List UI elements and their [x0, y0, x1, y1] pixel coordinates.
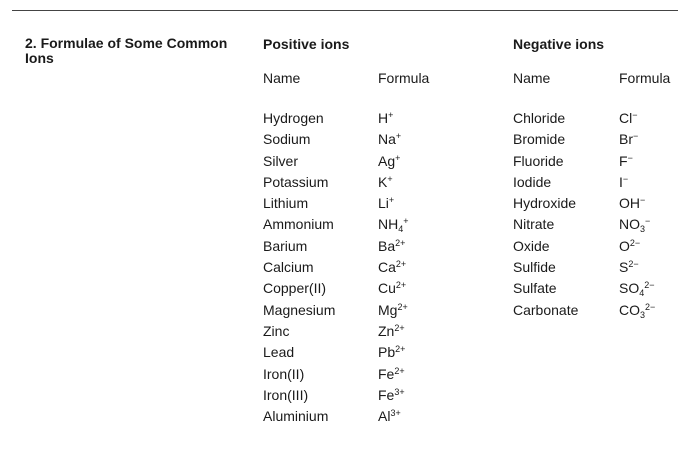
ion-charge: 2− — [629, 237, 641, 248]
ion-formula — [378, 406, 409, 427]
ion-name: Sulfide — [513, 259, 556, 276]
ion-charge: − — [627, 152, 633, 163]
ion-symbol: Na — [378, 131, 396, 148]
ion-charge: + — [395, 131, 402, 142]
ion-subscript: 3 — [640, 224, 646, 235]
ion-name: Barium — [263, 237, 308, 254]
ion-symbol: Br — [619, 131, 633, 148]
ion-charge: 2− — [628, 259, 639, 270]
ion-symbol: Ca — [378, 259, 396, 276]
ion-charge: − — [632, 110, 638, 120]
ion-charge: − — [622, 173, 629, 184]
ion-formula — [378, 364, 409, 385]
ion-name: Zinc — [263, 322, 290, 339]
ion-symbol: H — [378, 110, 389, 126]
negative-formula-header: Formula — [619, 70, 671, 86]
ion-charge: 2− — [645, 301, 656, 312]
ion-charge: 2+ — [395, 259, 407, 270]
section-title-text: Formulae of Some Common Ions — [25, 35, 228, 66]
ion-formula — [378, 193, 409, 214]
ion-symbol: Fe — [378, 386, 395, 403]
ion-formula — [619, 129, 655, 150]
ion-formula — [378, 108, 409, 129]
ion-symbol: Ag — [378, 152, 396, 169]
ion-formula — [378, 236, 409, 257]
ion-symbol: NH — [378, 216, 399, 233]
ion-charge: 2− — [644, 280, 655, 291]
ion-formula — [619, 108, 655, 129]
ion-name: Oxide — [513, 237, 550, 254]
ion-formula — [619, 151, 655, 172]
ion-symbol: Al — [378, 408, 391, 425]
ion-formula — [619, 172, 655, 193]
ion-formula — [378, 321, 409, 342]
ion-subscript: 4 — [639, 288, 645, 299]
ion-charge: 2+ — [395, 344, 406, 355]
ion-formula — [378, 300, 409, 321]
negative-formulas-column — [619, 108, 655, 321]
ion-subscript: 3 — [640, 309, 646, 320]
ion-symbol: Cl — [619, 110, 633, 126]
ion-charge: + — [403, 216, 409, 227]
ion-formula — [619, 257, 655, 278]
ion-charge: 3+ — [394, 386, 405, 397]
ion-subscript: 4 — [398, 224, 404, 235]
ion-formula — [619, 278, 655, 299]
ion-symbol: S — [619, 259, 629, 276]
ion-formula — [619, 236, 655, 257]
ion-name: Aluminium — [263, 408, 329, 425]
ion-name: Sulfate — [513, 280, 557, 297]
ion-name: Nitrate — [513, 216, 555, 233]
positive-names-column — [263, 108, 335, 427]
ion-name: Iron(III) — [263, 386, 309, 403]
ion-charge: − — [633, 131, 639, 142]
ion-name: Fluoride — [513, 152, 564, 169]
ion-symbol: SO — [619, 280, 640, 297]
ion-name: Sodium — [263, 131, 311, 148]
ion-charge: 2+ — [395, 280, 407, 291]
ion-charge: − — [640, 195, 646, 206]
ion-symbol: CO — [619, 301, 640, 318]
ion-symbol: O — [619, 237, 630, 254]
ion-formula — [619, 193, 655, 214]
ion-name: Calcium — [263, 259, 314, 276]
ion-formula — [378, 385, 409, 406]
ion-charge: + — [388, 110, 394, 120]
ion-name: Hydrogen — [263, 110, 324, 126]
positive-formulas-column — [378, 108, 409, 427]
ion-formula — [619, 214, 655, 235]
ion-symbol: Fe — [378, 365, 395, 382]
ion-charge: 2+ — [394, 365, 405, 376]
ion-name: Silver — [263, 152, 299, 169]
ion-name: Hydroxide — [513, 195, 577, 212]
ion-charge: + — [395, 152, 401, 163]
ion-symbol: Pb — [378, 344, 396, 361]
ion-charge: 2+ — [394, 322, 405, 333]
ion-formula — [378, 278, 409, 299]
ion-name: Copper(II) — [263, 280, 327, 297]
positive-name-header: Name — [263, 70, 301, 86]
ion-symbol: I — [619, 173, 623, 190]
top-divider — [12, 10, 678, 11]
ion-name: Chloride — [513, 110, 566, 126]
ion-name: Iodide — [513, 173, 552, 190]
ion-symbol: K — [378, 173, 388, 190]
ion-symbol: Li — [378, 195, 389, 212]
ion-name: Lithium — [263, 195, 309, 212]
negative-ions-heading: Negative ions — [513, 36, 605, 52]
ion-formula — [378, 172, 409, 193]
positive-formula-header: Formula — [378, 70, 430, 86]
ion-formula — [378, 214, 409, 235]
ion-charge: 2+ — [395, 237, 406, 248]
ion-name: Magnesium — [263, 301, 336, 318]
ion-name: Iron(II) — [263, 365, 305, 382]
ion-symbol: Cu — [378, 280, 396, 297]
ion-symbol: NO — [619, 216, 640, 233]
ion-formula — [378, 257, 409, 278]
ion-charge: 2+ — [397, 301, 408, 312]
ion-name: Potassium — [263, 173, 329, 190]
ion-charge: + — [387, 173, 393, 184]
section-number: 2. — [25, 35, 37, 51]
ion-name: Bromide — [513, 131, 566, 148]
ion-formula — [378, 151, 409, 172]
ion-formula — [378, 129, 409, 150]
ion-name: Lead — [263, 344, 295, 361]
ion-symbol: OH — [619, 195, 640, 212]
ion-symbol: Mg — [378, 301, 398, 318]
ion-symbol: Zn — [378, 322, 395, 339]
ion-charge: − — [645, 216, 651, 227]
negative-name-header: Name — [513, 70, 551, 86]
ion-formula — [619, 300, 655, 321]
ion-symbol: F — [619, 152, 628, 169]
section-title — [25, 36, 255, 66]
negative-names-column — [513, 108, 578, 321]
ion-formula — [378, 342, 409, 363]
ion-symbol: Ba — [378, 237, 396, 254]
ion-charge: + — [388, 195, 395, 206]
ion-name: Ammonium — [263, 216, 334, 233]
ion-charge: 3+ — [390, 408, 401, 419]
positive-ions-heading: Positive ions — [263, 36, 350, 52]
ion-name: Carbonate — [513, 301, 579, 318]
